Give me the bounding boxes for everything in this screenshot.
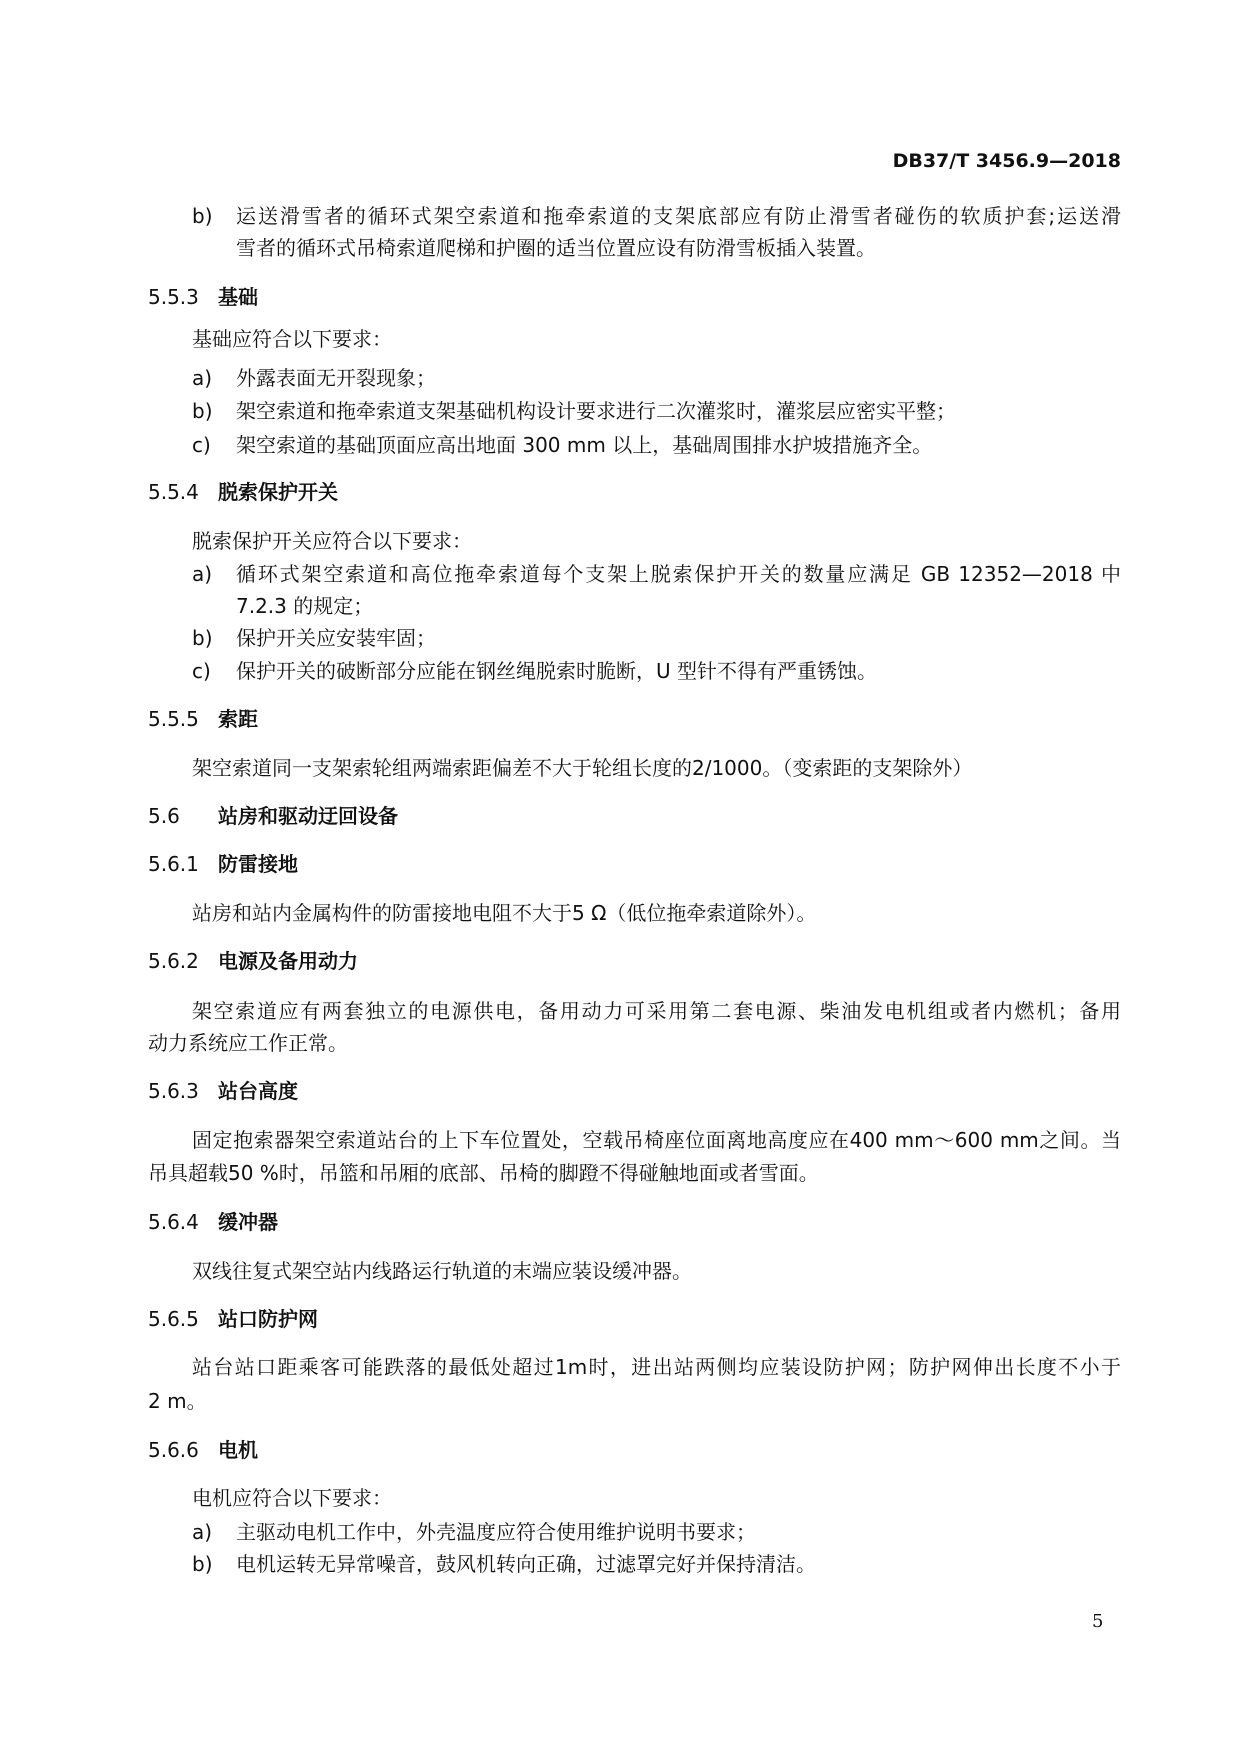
section-title: 索距 [218,707,258,731]
section-number: 5.6.1 [148,852,199,876]
section-title: 电机 [218,1438,258,1462]
section-number: 5.6.6 [148,1438,199,1462]
section-title: 站房和驱动迂回设备 [218,804,398,828]
list-item-label: a) [192,562,213,586]
list-item-label: b) [192,1552,213,1576]
list-item-text: 保护开关应安装牢固； [236,626,436,650]
list-item-text: 运送滑雪者的循环式架空索道和拖牵索道的支架底部应有防止滑雪者碰伤的软质护套;运送滑 [236,204,1121,228]
section-heading [148,1210,278,1234]
section-heading [148,1079,298,1103]
page-number: 5 [1092,1611,1104,1632]
section-number: 5.5.3 [148,285,199,309]
section-number: 5.6.3 [148,1079,199,1103]
paragraph-text: 架空索道同一支架索轮组两端索距偏差不大于轮组长度的2/1000。（变索距的支架除外） [192,756,973,780]
list-item-text: 电机运转无异常噪音，鼓风机转向正确，过滤罩完好并保持清洁。 [236,1552,816,1576]
paragraph-text: 站台站口距乘客可能跌落的最低处超过1m时，进出站两侧均应装设防护网；防护网伸出长度不小于 [192,1355,1121,1379]
paragraph-text: 2 m。 [148,1389,207,1413]
section-number: 5.5.5 [148,707,199,731]
list-item-label: b) [192,626,213,650]
section-title: 脱索保护开关 [218,480,338,504]
section-title: 基础 [218,285,258,309]
paragraph-text: 动力系统应工作正常。 [148,1031,348,1055]
section-number: 5.6.5 [148,1307,199,1331]
paragraph-text: 脱索保护开关应符合以下要求： [192,529,472,553]
section-title: 站口防护网 [218,1307,318,1331]
paragraph-text: 架空索道应有两套独立的电源供电，备用动力可采用第二套电源、柴油发电机组或者内燃机；备用 [192,999,1121,1023]
section-title: 站台高度 [218,1079,298,1103]
list-item-label: c) [192,659,211,683]
section-number: 5.6 [148,804,180,828]
section-number: 5.5.4 [148,480,199,504]
list-item-label: a) [192,366,213,390]
list-item-label: c) [192,433,211,457]
list-item-label: b) [192,204,213,228]
section-title: 电源及备用动力 [218,949,358,973]
section-heading [148,804,398,828]
section-heading [148,1438,258,1462]
section-heading [148,1307,318,1331]
section-title: 缓冲器 [218,1210,278,1234]
paragraph-text: 双线往复式架空站内线路运行轨道的末端应装设缓冲器。 [192,1259,692,1283]
list-item-label: a) [192,1520,213,1544]
paragraph-text: 站房和站内金属构件的防雷接地电阻不大于5 Ω（低位拖牵索道除外）。 [192,901,817,925]
section-heading [148,707,258,731]
section-number: 5.6.4 [148,1210,199,1234]
section-heading [148,852,298,876]
list-item-text: 雪者的循环式吊椅索道爬梯和护圈的适当位置应设有防滑雪板插入装置。 [236,236,876,260]
list-item-text: 保护开关的破断部分应能在钢丝绳脱索时脆断，U 型针不得有严重锈蚀。 [236,659,877,683]
section-heading [148,949,358,973]
document-code-header: DB37/T 3456.9—2018 [892,150,1121,172]
list-item-label: b) [192,399,213,423]
section-number: 5.6.2 [148,949,199,973]
paragraph-text: 固定抱索器架空索道站台的上下车位置处，空载吊椅座位面离地高度应在400 mm～600 mm之间。当 [192,1128,1121,1152]
section-heading [148,285,258,309]
paragraph-text: 吊具超载50 %时，吊篮和吊厢的底部、吊椅的脚蹬不得碰触地面或者雪面。 [148,1161,819,1185]
list-item-text: 外露表面无开裂现象； [236,366,436,390]
section-title: 防雷接地 [218,852,298,876]
list-item-text: 7.2.3 的规定； [236,594,374,618]
list-item-text: 架空索道和拖牵索道支架基础机构设计要求进行二次灌浆时，灌浆层应密实平整； [236,399,956,423]
paragraph-text: 电机应符合以下要求： [192,1486,392,1510]
paragraph-text: 基础应符合以下要求： [192,327,392,351]
list-item-text: 架空索道的基础顶面应高出地面 300 mm 以上，基础周围排水护坡措施齐全。 [236,433,933,457]
section-heading [148,480,338,504]
list-item-text: 循环式架空索道和高位拖牵索道每个支架上脱索保护开关的数量应满足 GB 12352—2018 中 [236,562,1121,586]
list-item-text: 主驱动电机工作中，外壳温度应符合使用维护说明书要求； [236,1520,756,1544]
